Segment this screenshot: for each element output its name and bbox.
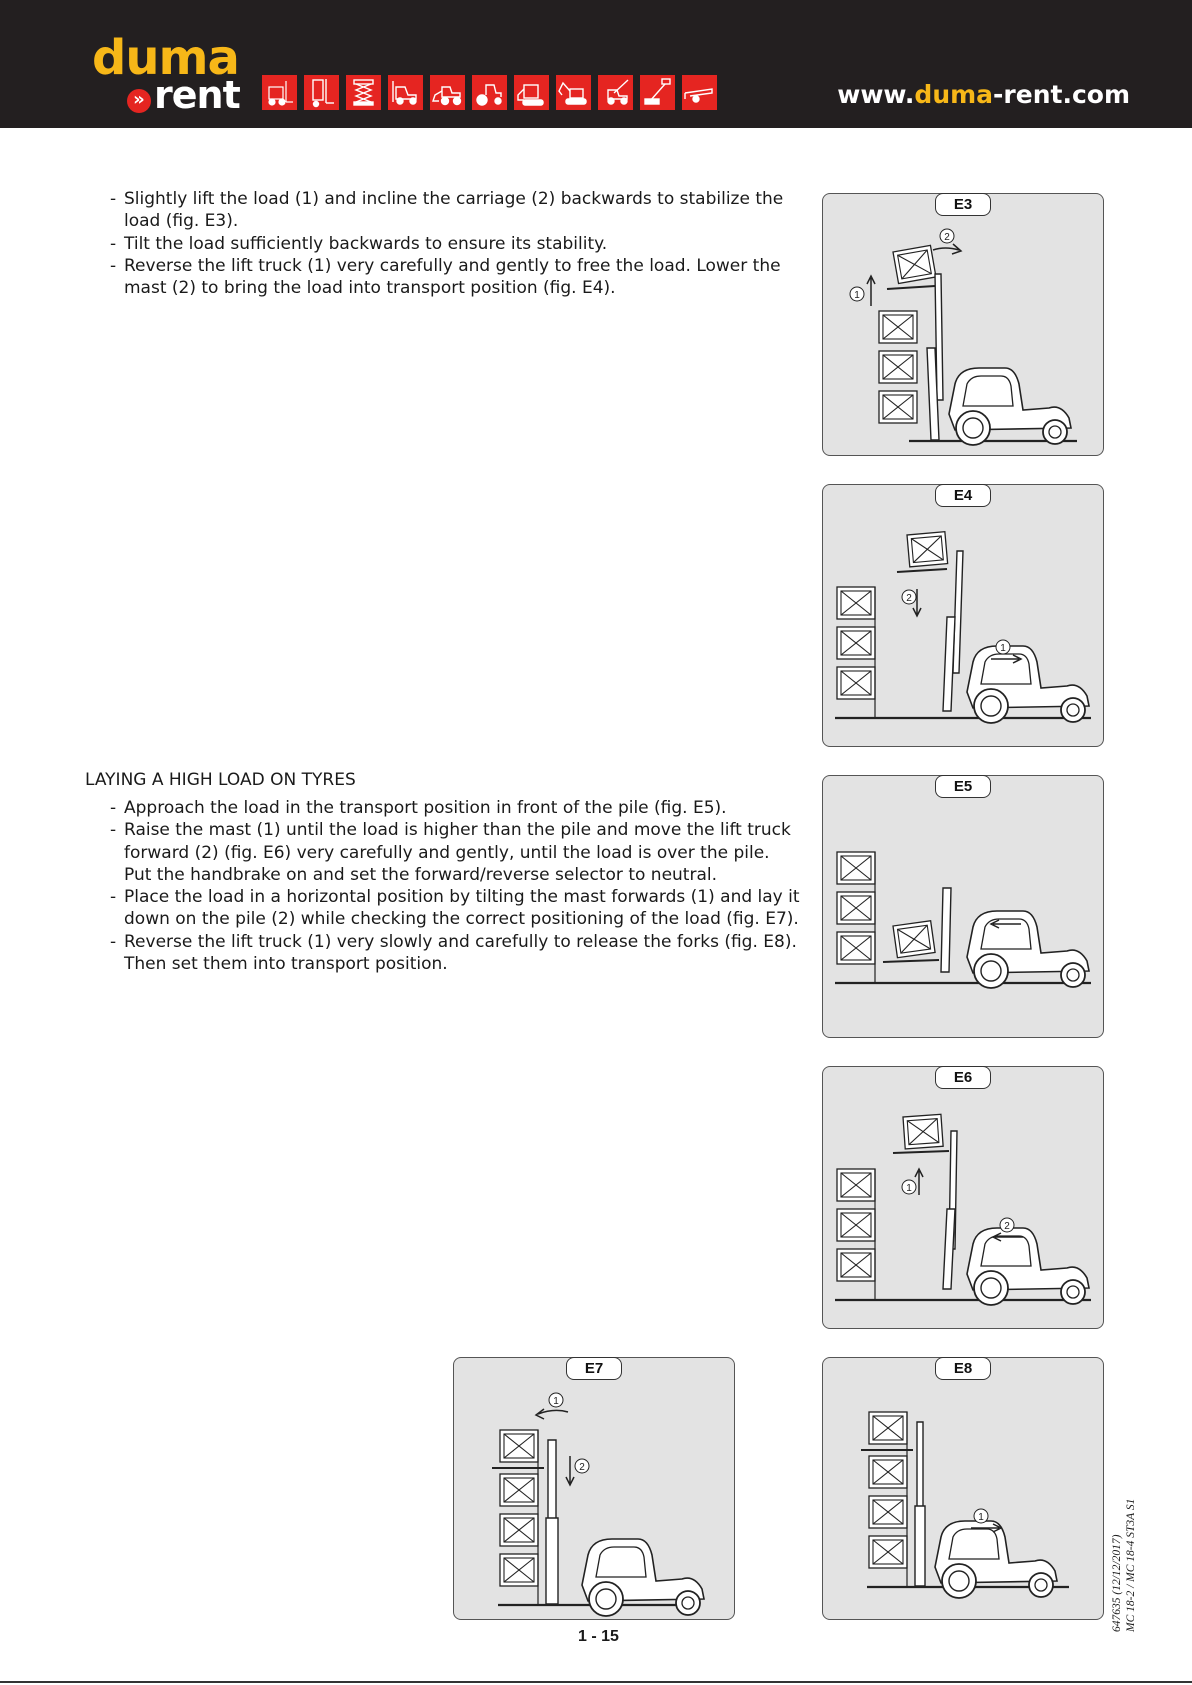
- figure-e8-drawing: [823, 1358, 1105, 1621]
- reach-truck-icon: [304, 75, 339, 110]
- list-item: - Approach the load in the transport position in front of the pile (fig. E5).: [110, 798, 727, 818]
- figure-e7: [453, 1357, 735, 1620]
- list-item: - Place the load in a horizontal position by tilting the mast forwards (1) and lay it down on the pile (2) while checking the correct positioning of the load (fig. E7).: [110, 887, 800, 930]
- document-reference-line: MC 18-2 / MC 18-4 ST3A S1: [1125, 1498, 1137, 1632]
- logo-bullet-icon: »: [127, 89, 151, 113]
- scissor-lift-icon: [346, 75, 381, 110]
- instructions-list-2: [110, 797, 800, 975]
- list-item: - Slightly lift the load (1) and incline the carriage (2) backwards to stabilize the load (fig. E3).: [110, 189, 784, 232]
- list-item: - Raise the mast (1) until the load is higher than the pile and move the lift truck forward (2) (fig. E6) very carefully and gently, until the load is over the pile. Put the handbrake on and set the forward/reverse selector to neutral.: [110, 820, 791, 885]
- document-reference-line: 647635 (12/12/2017): [1111, 1534, 1123, 1632]
- roller-icon: [472, 75, 507, 110]
- section-heading: LAYING A HIGH LOAD ON TYRES: [85, 770, 356, 790]
- logo-duma-text: duma: [92, 30, 239, 86]
- loader-icon: [430, 75, 465, 110]
- page-number: 1 - 15: [578, 1628, 619, 1645]
- page-header: [0, 0, 1192, 128]
- telehandler-icon: [598, 75, 633, 110]
- skid-steer-icon: [514, 75, 549, 110]
- list-item: - Tilt the load sufficiently backwards to ensure its stability.: [110, 233, 608, 254]
- instructions-list-1: [110, 188, 800, 299]
- figure-label: E7: [566, 1357, 622, 1380]
- figure-e6-drawing: [823, 1067, 1105, 1330]
- figure-e6: [822, 1066, 1104, 1329]
- figure-label: E8: [935, 1357, 991, 1380]
- logo-rent-text: rent: [154, 73, 240, 117]
- figure-e7-drawing: [454, 1358, 736, 1621]
- document-reference: [1110, 1499, 1138, 1632]
- excavator-icon: [556, 75, 591, 110]
- list-item: - Reverse the lift truck (1) very carefully and gently to free the load. Lower the mast (2) to bring the load into transport position (fig. E4).: [110, 255, 781, 299]
- figure-e4-drawing: [823, 485, 1105, 748]
- figure-e4: [822, 484, 1104, 747]
- figure-e5: [822, 775, 1104, 1038]
- boom-lift-icon: [640, 75, 675, 110]
- bottom-divider: [0, 1681, 1192, 1683]
- figure-e5-drawing: [823, 776, 1105, 1039]
- website-url[interactable]: www.duma-rent.com: [837, 80, 1130, 109]
- figure-label: E3: [935, 193, 991, 216]
- figure-label: E5: [935, 775, 991, 798]
- figure-e8: [822, 1357, 1104, 1620]
- forklift-icon: [262, 75, 297, 110]
- articulating-forklift-icon: [388, 75, 423, 110]
- figure-e3-drawing: [823, 194, 1105, 457]
- list-item: - Reverse the lift truck (1) very slowly and carefully to release the forks (fig. E8). Then set them into transport position.: [110, 931, 797, 975]
- figure-label: E4: [935, 484, 991, 507]
- trailer-platform-icon: [682, 75, 717, 110]
- figure-label: E6: [935, 1066, 991, 1089]
- figure-e3: [822, 193, 1104, 456]
